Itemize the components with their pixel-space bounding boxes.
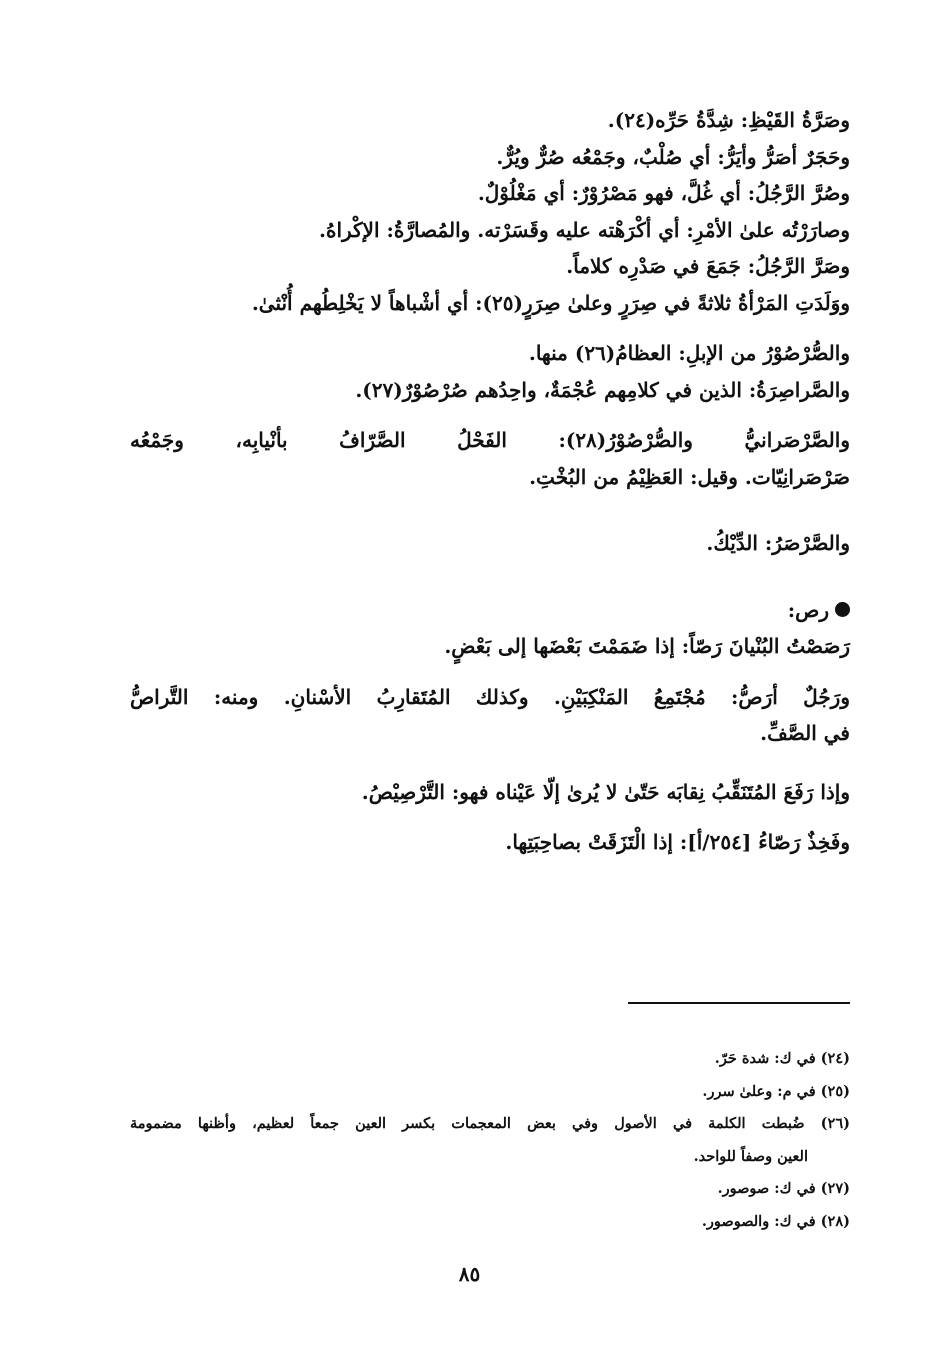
footnote: (٢٦) ضُبطت الكلمة في الأصول وفي بعض المعجمات بكسر العين جمعاً لعظيم، وأظنها مضمومة — [130, 1115, 850, 1132]
footnotes — [130, 1043, 850, 1238]
bullet-icon — [835, 602, 850, 617]
text-line: وصارَرْتُه علىٰ الأمْرِ: أي أكْرَهْته عليه وقَسَرْته. والمُصارَّةُ: الإكْراهُ. — [319, 217, 850, 242]
footnote: (٢٤) في ك: شدة حَرّ. — [714, 1050, 850, 1067]
text-line: والصَّرْصَرُ: الدِّيْكُ. — [706, 531, 850, 555]
footnote: (٢٧) في ك: صوصور. — [717, 1180, 850, 1197]
text-line: ووَلَدَتِ المَرْأةُ ثلاثةً في صِرَرٍ وعلىٰ صِرَرٍ(٢٥): أي أشْباهاً لا يَخْلِطُهم أُنْثىٰ. — [251, 290, 850, 315]
entry-heading — [130, 592, 850, 629]
text-line: وحَجَرٌ أصَرُّ وأيَرُّ: أي صُلْبٌ، وجَمْعُه صُرٌّ ويُرٌّ. — [496, 144, 850, 169]
footnote: (٢٨) في ك: والصوصور. — [701, 1212, 850, 1230]
footnote-divider — [628, 1002, 850, 1004]
text-line: رَصَصْتُ البُنْيانَ رَصّاً: إذا ضَمَمْتَ بَعْضَها إلى بَعْضٍ. — [444, 634, 850, 658]
text-line: وصُرَّ الرَّجُلُ: أي غُلَّ، فهو مَصْرُوْرٌ: أي مَغْلُوْلٌ. — [477, 181, 850, 205]
text-line: وصَرَّ الرَّجُلُ: جَمَعَ في صَدْرِه كلاماً. — [566, 254, 850, 278]
text-line: والصَّراصِرَةُ: الذين في كلامِهم عُجْمَةٌ، واحِدُهم صُرْصُوْرٌ(٢٧). — [355, 377, 850, 402]
text-line: والصَّرْصَرانيُّ والصُّرْصُوْرُ(٢٨): الفَحْلُ الصَّرّافُ بأنْيابِه، وجَمْعُه — [130, 428, 850, 452]
text-line: والصُّرْصُوْرُ من الإبلِ: العظامُ(٢٦) منها. — [528, 341, 850, 365]
text-line: صَرْصَرانِيّات. وقيل: العَظِيْمُ من البُخْتِ. — [529, 464, 850, 489]
footnote-continuation: العين وصفاً للواحد. — [693, 1147, 808, 1165]
main-text — [130, 102, 850, 861]
text-line: في الصَّفِّ. — [760, 721, 850, 745]
footnote: (٢٥) في م: وعلىٰ سرر. — [702, 1082, 850, 1100]
text-line: وصَرَّةُ القَيْظِ: شِدَّةُ حَرِّه(٢٤). — [607, 108, 850, 132]
text-line: وإذا رَفَعَ المُتَنَقِّبُ نِقابَه حَتّىٰ لا يُرىٰ إلّا عَيْناه فهو: التَّرْصِيْصُ. — [361, 779, 850, 804]
text-line: وفَخِذٌ رَصّاءُ [٢٥٤/أ]: إذا الْتَزَقَتْ بصاحِبَتِها. — [505, 830, 850, 854]
page-number: ٨٥ — [458, 1262, 481, 1286]
text-line: ورَجُلٌ أرَصُّ: مُجْتَمِعُ المَنْكِبَيْنِ. وكذلك المُتَقارِبُ الأسْنانِ. ومنه: التَّراصُّ — [130, 684, 850, 709]
entry-heading-label: رص: — [787, 597, 829, 622]
